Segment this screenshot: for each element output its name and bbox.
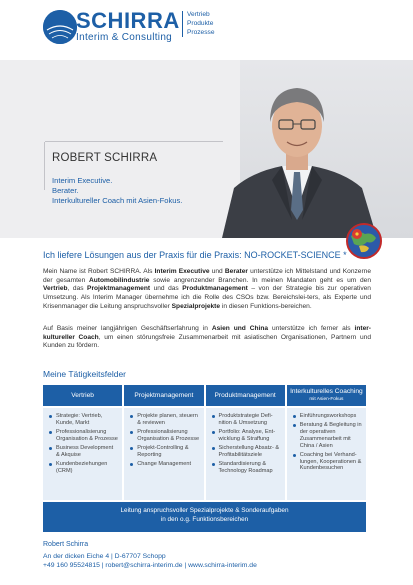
- logo-tagline: [182, 11, 242, 37]
- list-item: Projekte planen, steuern & reviewen: [130, 413, 199, 427]
- list-item: Strategie: Vertrieb, Kunde, Markt: [49, 413, 118, 427]
- table-footer: [43, 502, 366, 532]
- hero-divider: [45, 141, 223, 142]
- table-header-subtitle: mit Asien-Fokus: [309, 396, 344, 402]
- table-column-coaching: [287, 408, 366, 500]
- list-item: Portfolio: Analyse, Ent-wicklung & Straffung: [212, 429, 281, 443]
- logo-subtitle: Interim & Consulting: [76, 32, 173, 43]
- company-logo: [43, 10, 243, 46]
- china-globe-icon: [345, 222, 383, 260]
- hero-banner: [0, 60, 413, 238]
- table-column-sales: [43, 408, 122, 500]
- logo-name: SCHIRRA: [76, 8, 180, 33]
- table-header-cell: Vertrieb: [43, 385, 122, 406]
- footer-address: An der dicken Eiche 4 | D-67707 Schopp: [43, 553, 166, 560]
- list-item: Kundenbeziehungen (CRM): [49, 461, 118, 475]
- list-item: Produktstrategie Defi-nition & Umsetzung: [212, 413, 281, 427]
- table-header-cell: Interkulturelles Coaching mit Asien-Fokus: [287, 385, 366, 406]
- footer-name: Robert Schirra: [43, 541, 89, 548]
- headline: Ich liefere Lösungen aus der Praxis für die Praxis: NO-ROCKET-SCIENCE *: [43, 250, 347, 260]
- table-footer-line-1: Leitung anspruchsvoller Spezialprojekte & Sonderaufgaben: [120, 507, 289, 514]
- logo-tagline-3: Prozesse: [187, 28, 215, 36]
- list-item: Business Development & Akquise: [49, 445, 118, 459]
- intro-paragraph: Mein Name ist Robert SCHIRRA. Als Interim Executive und Berater unterstütze ich Mittelstand und Konzerne der gesamten Automobilindustrie sowie angrenzender Branchen. In meinen Mandaten geht es um den Vertrieb, das Projektmanagement und das Produktmanagement – von der Strategie bis zur operativen Umsetzung. Als Interim Manager übernehme ich die Rolle des CSOs bzw. Bereichslei-ters, als Experte und Krisenmanager die Leitung anspruchsvoller Spezialprojekte in diesen Funktions-bereichen.: [43, 268, 371, 310]
- list-item: Professionalisierung Organisation & Prozesse: [49, 429, 118, 443]
- list-item: Projekt-Controlling & Reporting: [130, 445, 199, 459]
- section-title: Meine Tätigkeitsfelder: [43, 369, 126, 379]
- hero-role-1: Interim Executive.: [52, 176, 113, 185]
- coaching-paragraph: Auf Basis meiner langjährigen Geschäftserfahrung in Asien und China unterstütze ich ferner als inter-kultureller Coach, um einen störungsfreie Zusammenarbeit mit asiatischen Organisationen, Partnern und Kunden zu fördern.: [43, 325, 371, 350]
- activity-table: [43, 385, 366, 532]
- hero-divider-vertical: [44, 142, 45, 190]
- list-item: Beratung & Begleitung in der operativen Zusammenarbeit mit China / Asien: [293, 422, 362, 449]
- hero-name: ROBERT SCHIRRA: [52, 152, 158, 164]
- table-footer-line-2: in den o.g. Funktionsbereichen: [160, 515, 249, 523]
- logo-tagline-2: Produkte: [187, 19, 214, 27]
- table-column-product: [206, 408, 285, 500]
- list-item: Standardisierung & Technology Roadmap: [212, 461, 281, 475]
- table-header-cell: Projektmanagement: [124, 385, 203, 406]
- list-item: Coaching bei Verhand-lungen, Kooperationen & Kundenbesuchen: [293, 452, 362, 472]
- hero-role-3: Interkultureller Coach mit Asien-Fokus.: [52, 196, 183, 205]
- table-header-cell: Produktmanagement: [206, 385, 285, 406]
- portrait-photo: [212, 60, 382, 238]
- hero-role-2: Berater.: [52, 186, 79, 195]
- list-item: Change Management: [130, 461, 199, 468]
- table-body: [43, 408, 366, 500]
- list-item: Professionalisierung Organisation & Prozesse: [130, 429, 199, 443]
- list-item: Einführungsworkshops: [293, 413, 362, 420]
- list-item: Sicherstellung Absatz- & Profitabilitätsziele: [212, 445, 281, 459]
- table-column-project: [124, 408, 203, 500]
- logo-tagline-1: Vertrieb: [187, 11, 210, 18]
- footer-contact: +49 160 95524815 | robert@schirra-interim.de | www.schirra-interim.de: [43, 562, 257, 569]
- table-header-row: [43, 385, 366, 406]
- logo-mark-icon: [43, 10, 77, 44]
